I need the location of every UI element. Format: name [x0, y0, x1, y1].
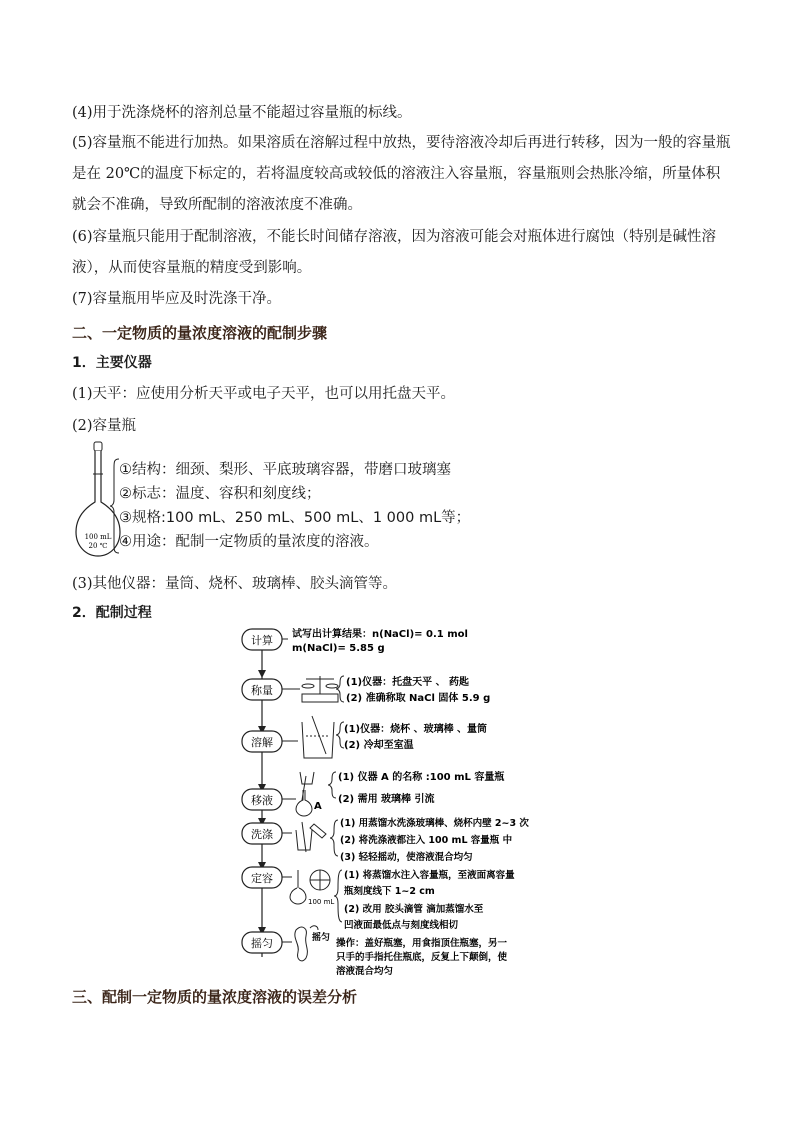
fix-step-2a: (2) 改用 胶头滴管 滴加蒸馏水至	[344, 904, 484, 915]
wash-step-1: (1) 用蒸馏水洗涤玻璃棒、烧杯内壁 2~3 次	[340, 818, 529, 829]
step-shake: 摇匀	[251, 937, 273, 950]
wash-icon	[296, 822, 326, 852]
shake-op-1: 操作：盖好瓶塞，用食指顶住瓶塞，另一	[336, 938, 508, 949]
fix-step-1a: (1) 将蒸馏水注入容量瓶，至液面离容量	[344, 870, 515, 881]
step-transfer: 移液	[251, 794, 273, 807]
shake-op-3: 溶液混合均匀	[336, 966, 394, 977]
transfer-instrument: (1) 仪器 A 的名称 :100 mL 容量瓶	[338, 772, 505, 783]
step-wash: 洗涤	[251, 828, 273, 841]
weigh-amount: (2) 准确称取 NaCl 固体 5.9 g	[346, 693, 491, 704]
note-6: (6)容量瓶只能用于配制溶液，不能长时间储存溶液，因为溶液可能会对瓶体进行腐蚀（特别是碱性溶液），从而使容量瓶的精度受到影响。	[72, 229, 717, 276]
flask-title: (2)容量瓶	[72, 418, 137, 434]
fix-step-1b: 瓶刻度线下 1~2 cm	[344, 886, 435, 897]
weigh-instruments: (1)仪器：托盘天平 、 药匙	[346, 677, 470, 688]
flask-temp-label: 20 ℃	[88, 542, 108, 550]
calc-m: m(NaCl)= 5.85 g	[292, 643, 385, 654]
flask-use: ④用途：配制一定物质的量浓度的溶液。	[119, 534, 379, 550]
balance-icon	[302, 676, 338, 702]
step-fix: 定容	[251, 872, 273, 885]
dissolve-instruments: (1)仪器：烧杯 、玻璃棒 、量筒	[344, 724, 488, 735]
flask-marks: ②标志：温度、容积和刻度线；	[119, 486, 321, 502]
shake-op-2: 只手的手指托住瓶底，反复上下颠倒，使	[336, 952, 508, 963]
note-4: (4)用于洗涤烧杯的溶剂总量不能超过容量瓶的标线。	[72, 105, 412, 121]
wash-step-3: (3) 轻轻摇动，使溶液混合均匀	[340, 852, 473, 863]
fix-step-2b: 凹液面最低点与刻度线相切	[344, 920, 459, 931]
flask-structure: ①结构：细颈、梨形、平底玻璃容器，带磨口玻璃塞	[119, 462, 451, 478]
beaker-icon	[302, 716, 334, 758]
note-7: (7)容量瓶用毕应及时洗涤干净。	[72, 291, 282, 307]
flask-volume-label: 100 mL	[84, 533, 112, 541]
balance-line: (1)天平：应使用分析天平或电子天平，也可以用托盘天平。	[72, 386, 456, 402]
calc-n: 试写出计算结果：n(NaCl)= 0.1 mol	[292, 629, 468, 640]
section-2-title: 二、一定物质的量浓度溶液的配制步骤	[72, 324, 328, 342]
dissolve-cool: (2) 冷却至室温	[344, 740, 414, 751]
sub-2-title: 2．配制过程	[72, 605, 152, 621]
wash-step-2: (2) 将洗涤液都注入 100 mL 容量瓶 中	[340, 835, 513, 846]
step-weigh: 称量	[251, 684, 273, 697]
sub-1-title: 1．主要仪器	[72, 355, 152, 371]
other-instruments-line: (3)其他仪器：量筒、烧杯、玻璃棒、胶头滴管等。	[72, 576, 398, 592]
preparation-flowchart	[240, 624, 540, 979]
transfer-rod: (2) 需用 玻璃棒 引流	[338, 794, 435, 805]
shake-hand-icon	[295, 926, 318, 961]
shake-label: 摇匀	[312, 933, 331, 943]
transfer-flask-icon	[296, 772, 314, 816]
fix-flask-label: 100 mL	[308, 898, 335, 906]
transfer-flask-label: A	[314, 801, 322, 812]
flask-sizes: ③规格:100 mL、250 mL、500 mL、1 000 mL等；	[119, 510, 471, 526]
step-calc: 计算	[251, 634, 273, 647]
note-5: (5)容量瓶不能进行加热。如果溶质在溶解过程中放热，要待溶液冷却后再进行转移，因为一般的容量瓶是在 20℃的温度下标定的，若将温度较高或较低的溶液注入容量瓶，容量瓶则会热胀冷缩，所量体积就会不准确，导致所配制的溶液浓度不准确。	[72, 135, 731, 213]
step-dissolve: 溶解	[251, 736, 273, 749]
section-3-title: 三、配制一定物质的量浓度溶液的误差分析	[72, 988, 358, 1006]
flask-properties	[119, 458, 470, 554]
